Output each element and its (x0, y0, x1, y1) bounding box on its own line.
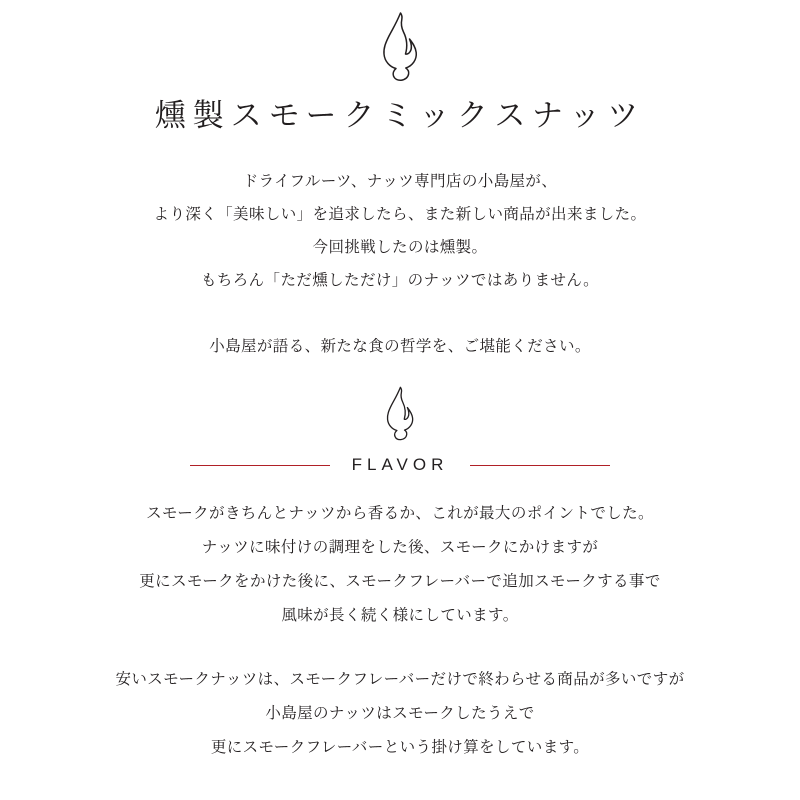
lead-line: もちろん「ただ燻しただけ」のナッツではありません。 (200, 272, 600, 289)
flame-icon (373, 10, 427, 82)
lead-line: より深く「美味しい」を追求したら、また新しい商品が出来ました。 (153, 206, 647, 223)
flavor-paragraph (116, 497, 685, 765)
lead-line: ドライフルーツ、ナッツ専門店の小島屋が、 (242, 173, 558, 190)
flavor-divider (190, 455, 610, 475)
divider-rule-left (190, 465, 330, 466)
flavor-line: 更にスモークフレーバーという掛け算をしています。 (210, 739, 590, 756)
divider-rule-right (470, 465, 610, 466)
paragraph-spacer (116, 633, 685, 663)
page-title: 燻製スモークミックスナッツ (154, 98, 646, 133)
flavor-line: 安いスモークナッツは、スモークフレーバーだけで終わらせる商品が多いですが (115, 671, 685, 688)
flavor-line: ナッツに味付けの調理をした後、スモークにかけますが (201, 539, 599, 556)
flavor-line: スモークがきちんとナッツから香るか、これが最大のポイントでした。 (146, 505, 654, 522)
flavor-line: 風味が長く続く様にしています。 (281, 607, 519, 624)
paragraph-spacer (154, 297, 647, 330)
flavor-section (190, 385, 610, 475)
lead-closing-line: 小島屋が語る、新たな食の哲学を、ご堪能ください。 (209, 338, 591, 355)
flame-icon (379, 385, 421, 441)
flavor-line: 更にスモークをかけた後に、スモークフレーバーで追加スモークする事で (139, 573, 661, 590)
lead-line: 今回挑戦したのは燻製。 (312, 239, 488, 256)
flavor-label: FLAVOR (351, 455, 449, 474)
flavor-line: 小島屋のナッツはスモークしたうえで (265, 705, 535, 722)
lead-paragraph (154, 165, 647, 363)
